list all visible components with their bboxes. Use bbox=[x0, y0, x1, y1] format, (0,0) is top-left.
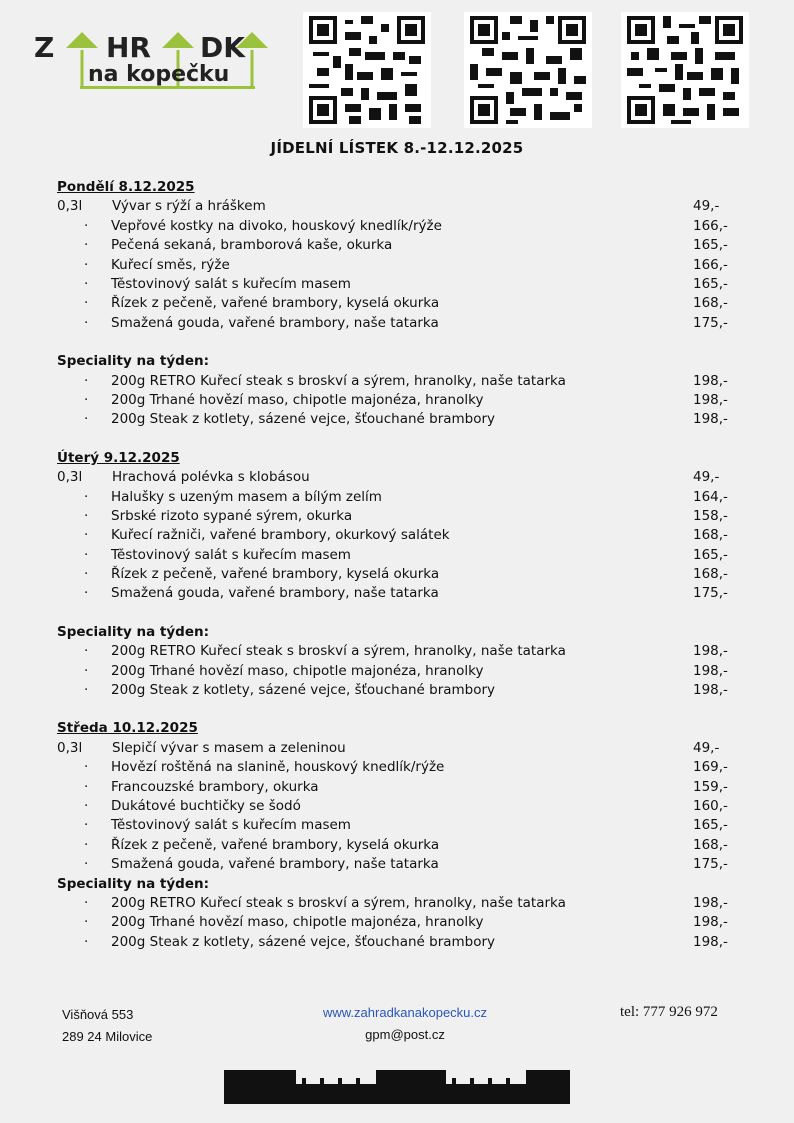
soup-row bbox=[57, 468, 757, 487]
price: 159,- bbox=[693, 778, 728, 795]
address-city: 289 24 Milovice bbox=[62, 1029, 153, 1044]
bullet: · bbox=[84, 933, 89, 950]
price: 175,- bbox=[693, 314, 728, 331]
qr-code-icon bbox=[470, 16, 586, 124]
bullet: · bbox=[84, 488, 89, 505]
soup-portion: 0,3l bbox=[57, 739, 83, 756]
price: 165,- bbox=[693, 817, 728, 834]
dish-name: Hovězí roštěná na slanině, houskový knedlík/rýže bbox=[111, 759, 445, 776]
bullet: · bbox=[84, 817, 89, 834]
dish-name: Těstovinový salát s kuřecím masem bbox=[111, 817, 351, 834]
dish-row bbox=[57, 758, 757, 777]
price: 175,- bbox=[693, 585, 728, 602]
dish-row bbox=[57, 836, 757, 855]
dish-row bbox=[57, 488, 757, 507]
price: 198,- bbox=[693, 662, 728, 679]
soup-row bbox=[57, 197, 757, 216]
logo-graphic bbox=[30, 20, 280, 100]
specials-heading: Speciality na týden: bbox=[57, 353, 209, 370]
bullet: · bbox=[84, 856, 89, 873]
price: 168,- bbox=[693, 527, 728, 544]
dish-row bbox=[57, 507, 757, 526]
menu-content bbox=[57, 178, 757, 952]
website-link[interactable]: www.zahradkanakopecku.cz bbox=[322, 1005, 488, 1020]
bullet: · bbox=[84, 507, 89, 524]
bullet: · bbox=[84, 546, 89, 563]
special-row bbox=[57, 372, 757, 391]
bullet: · bbox=[84, 411, 89, 428]
price: 165,- bbox=[693, 275, 728, 292]
price: 198,- bbox=[693, 682, 728, 699]
dish-row bbox=[57, 275, 757, 294]
svg-text:DK: DK bbox=[200, 31, 245, 64]
price: 165,- bbox=[693, 546, 728, 563]
bullet: · bbox=[84, 217, 89, 234]
footer-phone: tel: 777 926 972 bbox=[620, 1004, 718, 1020]
price: 168,- bbox=[693, 295, 728, 312]
dish-name: Těstovinový salát s kuřecím masem bbox=[111, 275, 351, 292]
bullet: · bbox=[84, 682, 89, 699]
soup-name: Vývar s rýží a hráškem bbox=[112, 198, 266, 215]
dish-row bbox=[57, 546, 757, 565]
dish-name: Srbské rizoto sypané sýrem, okurka bbox=[111, 507, 353, 524]
price: 198,- bbox=[693, 411, 728, 428]
dish-name: Řízek z pečeně, vařené brambory, kyselá okurka bbox=[111, 836, 440, 853]
price: 198,- bbox=[693, 933, 728, 950]
bullet: · bbox=[84, 527, 89, 544]
bullet: · bbox=[84, 759, 89, 776]
dish-name: Dukátové buchtičky se šodó bbox=[111, 798, 301, 815]
special-row bbox=[57, 662, 757, 681]
bullet: · bbox=[84, 778, 89, 795]
bullet: · bbox=[84, 237, 89, 254]
logo-subtitle: na kopečku bbox=[88, 62, 230, 87]
dish-row bbox=[57, 778, 757, 797]
dish-name: Smažená gouda, vařené brambory, naše tatarka bbox=[111, 314, 439, 331]
bullet: · bbox=[84, 836, 89, 853]
special-name: 200g Trhané hovězí maso, chipotle majonéza, hranolky bbox=[111, 914, 484, 931]
day-heading: Úterý 9.12.2025 bbox=[57, 449, 180, 466]
restaurant-logo bbox=[30, 20, 280, 100]
dish-name: Vepřové kostky na divoko, houskový knedlík/rýže bbox=[111, 217, 442, 234]
dish-row bbox=[57, 816, 757, 835]
castle-skyline-graphic bbox=[224, 1070, 570, 1104]
dish-name: Smažená gouda, vařené brambory, naše tatarka bbox=[111, 856, 439, 873]
special-row bbox=[57, 681, 757, 700]
address-street: Višňová 553 bbox=[62, 1007, 134, 1022]
bullet: · bbox=[84, 566, 89, 583]
price: 49,- bbox=[693, 739, 720, 756]
specials-heading: Speciality na týden: bbox=[57, 623, 209, 640]
bullet: · bbox=[84, 295, 89, 312]
svg-text:Z: Z bbox=[34, 31, 55, 64]
price: 166,- bbox=[693, 256, 728, 273]
soup-name: Hrachová polévka s klobásou bbox=[112, 469, 310, 486]
special-name: 200g Steak z kotlety, sázené vejce, šťouchané brambory bbox=[111, 411, 496, 428]
price: 168,- bbox=[693, 566, 728, 583]
bullet: · bbox=[84, 391, 89, 408]
dish-name: Smažená gouda, vařené brambory, naše tatarka bbox=[111, 585, 439, 602]
dish-name: Těstovinový salát s kuřecím masem bbox=[111, 546, 351, 563]
day-heading: Pondělí 8.12.2025 bbox=[57, 179, 195, 195]
soup-portion: 0,3l bbox=[57, 198, 83, 215]
special-row bbox=[57, 913, 757, 932]
dish-name: Kuřecí směs, rýže bbox=[111, 256, 230, 273]
menu-title: JÍDELNÍ LÍSTEK 8.-12.12.2025 bbox=[270, 139, 524, 157]
dish-row bbox=[57, 565, 757, 584]
special-name: 200g RETRO Kuřecí steak s broskví a sýrem, hranolky, naše tatarka bbox=[111, 372, 566, 389]
price: 198,- bbox=[693, 372, 728, 389]
bullet: · bbox=[84, 372, 89, 389]
special-name: 200g Steak z kotlety, sázené vejce, šťouchané brambory bbox=[111, 682, 496, 699]
dish-name: Kuřecí ražniči, vařené brambory, okurkový salátek bbox=[111, 527, 450, 544]
bullet: · bbox=[84, 894, 89, 911]
qr-code-icon bbox=[309, 16, 425, 124]
email-address[interactable]: gpm@post.cz bbox=[365, 1027, 445, 1042]
soup-name: Slepičí vývar s masem a zeleninou bbox=[112, 739, 346, 756]
price: 49,- bbox=[693, 469, 720, 486]
bullet: · bbox=[84, 662, 89, 679]
price: 175,- bbox=[693, 856, 728, 873]
dish-row bbox=[57, 855, 757, 874]
price: 49,- bbox=[693, 198, 720, 215]
special-row bbox=[57, 933, 757, 952]
special-row bbox=[57, 410, 757, 429]
qr-code-1[interactable] bbox=[303, 12, 431, 128]
dish-name: Francouzské brambory, okurka bbox=[111, 778, 319, 795]
price: 164,- bbox=[693, 488, 728, 505]
svg-text:HR: HR bbox=[106, 31, 151, 64]
bullet: · bbox=[84, 914, 89, 931]
dish-row bbox=[57, 797, 757, 816]
price: 198,- bbox=[693, 643, 728, 660]
bullet: · bbox=[84, 256, 89, 273]
special-row bbox=[57, 642, 757, 661]
special-name: 200g Trhané hovězí maso, chipotle majonéza, hranolky bbox=[111, 391, 484, 408]
bullet: · bbox=[84, 275, 89, 292]
special-name: 200g Trhané hovězí maso, chipotle majonéza, hranolky bbox=[111, 662, 484, 679]
dish-row bbox=[57, 294, 757, 313]
dish-row bbox=[57, 256, 757, 275]
price: 166,- bbox=[693, 217, 728, 234]
dish-row bbox=[57, 526, 757, 545]
special-name: 200g RETRO Kuřecí steak s broskví a sýrem, hranolky, naše tatarka bbox=[111, 894, 566, 911]
soup-row bbox=[57, 739, 757, 758]
dish-row bbox=[57, 236, 757, 255]
bullet: · bbox=[84, 798, 89, 815]
dish-row bbox=[57, 584, 757, 603]
price: 198,- bbox=[693, 894, 728, 911]
qr-code-2[interactable] bbox=[464, 12, 592, 128]
soup-portion: 0,3l bbox=[57, 469, 83, 486]
price: 198,- bbox=[693, 391, 728, 408]
dish-row bbox=[57, 314, 757, 333]
price: 198,- bbox=[693, 914, 728, 931]
special-row bbox=[57, 391, 757, 410]
price: 158,- bbox=[693, 507, 728, 524]
footer-address bbox=[62, 1004, 152, 1048]
price: 160,- bbox=[693, 798, 728, 815]
qr-code-3[interactable] bbox=[621, 12, 749, 128]
bullet: · bbox=[84, 643, 89, 660]
special-row bbox=[57, 894, 757, 913]
price: 168,- bbox=[693, 836, 728, 853]
dish-name: Řízek z pečeně, vařené brambory, kyselá okurka bbox=[111, 295, 440, 312]
dish-name: Řízek z pečeně, vařené brambory, kyselá okurka bbox=[111, 566, 440, 583]
special-name: 200g RETRO Kuřecí steak s broskví a sýrem, hranolky, naše tatarka bbox=[111, 643, 566, 660]
qr-code-icon bbox=[627, 16, 743, 124]
specials-heading: Speciality na týden: bbox=[57, 875, 209, 892]
price: 165,- bbox=[693, 237, 728, 254]
price: 169,- bbox=[693, 759, 728, 776]
footer-contact bbox=[300, 1002, 510, 1046]
dish-name: Pečená sekaná, bramborová kaše, okurka bbox=[111, 237, 393, 254]
bullet: · bbox=[84, 314, 89, 331]
day-heading: Středa 10.12.2025 bbox=[57, 720, 198, 737]
dish-name: Halušky s uzeným masem a bílým zelím bbox=[111, 488, 382, 505]
special-name: 200g Steak z kotlety, sázené vejce, šťouchané brambory bbox=[111, 933, 496, 950]
bullet: · bbox=[84, 585, 89, 602]
dish-row bbox=[57, 217, 757, 236]
